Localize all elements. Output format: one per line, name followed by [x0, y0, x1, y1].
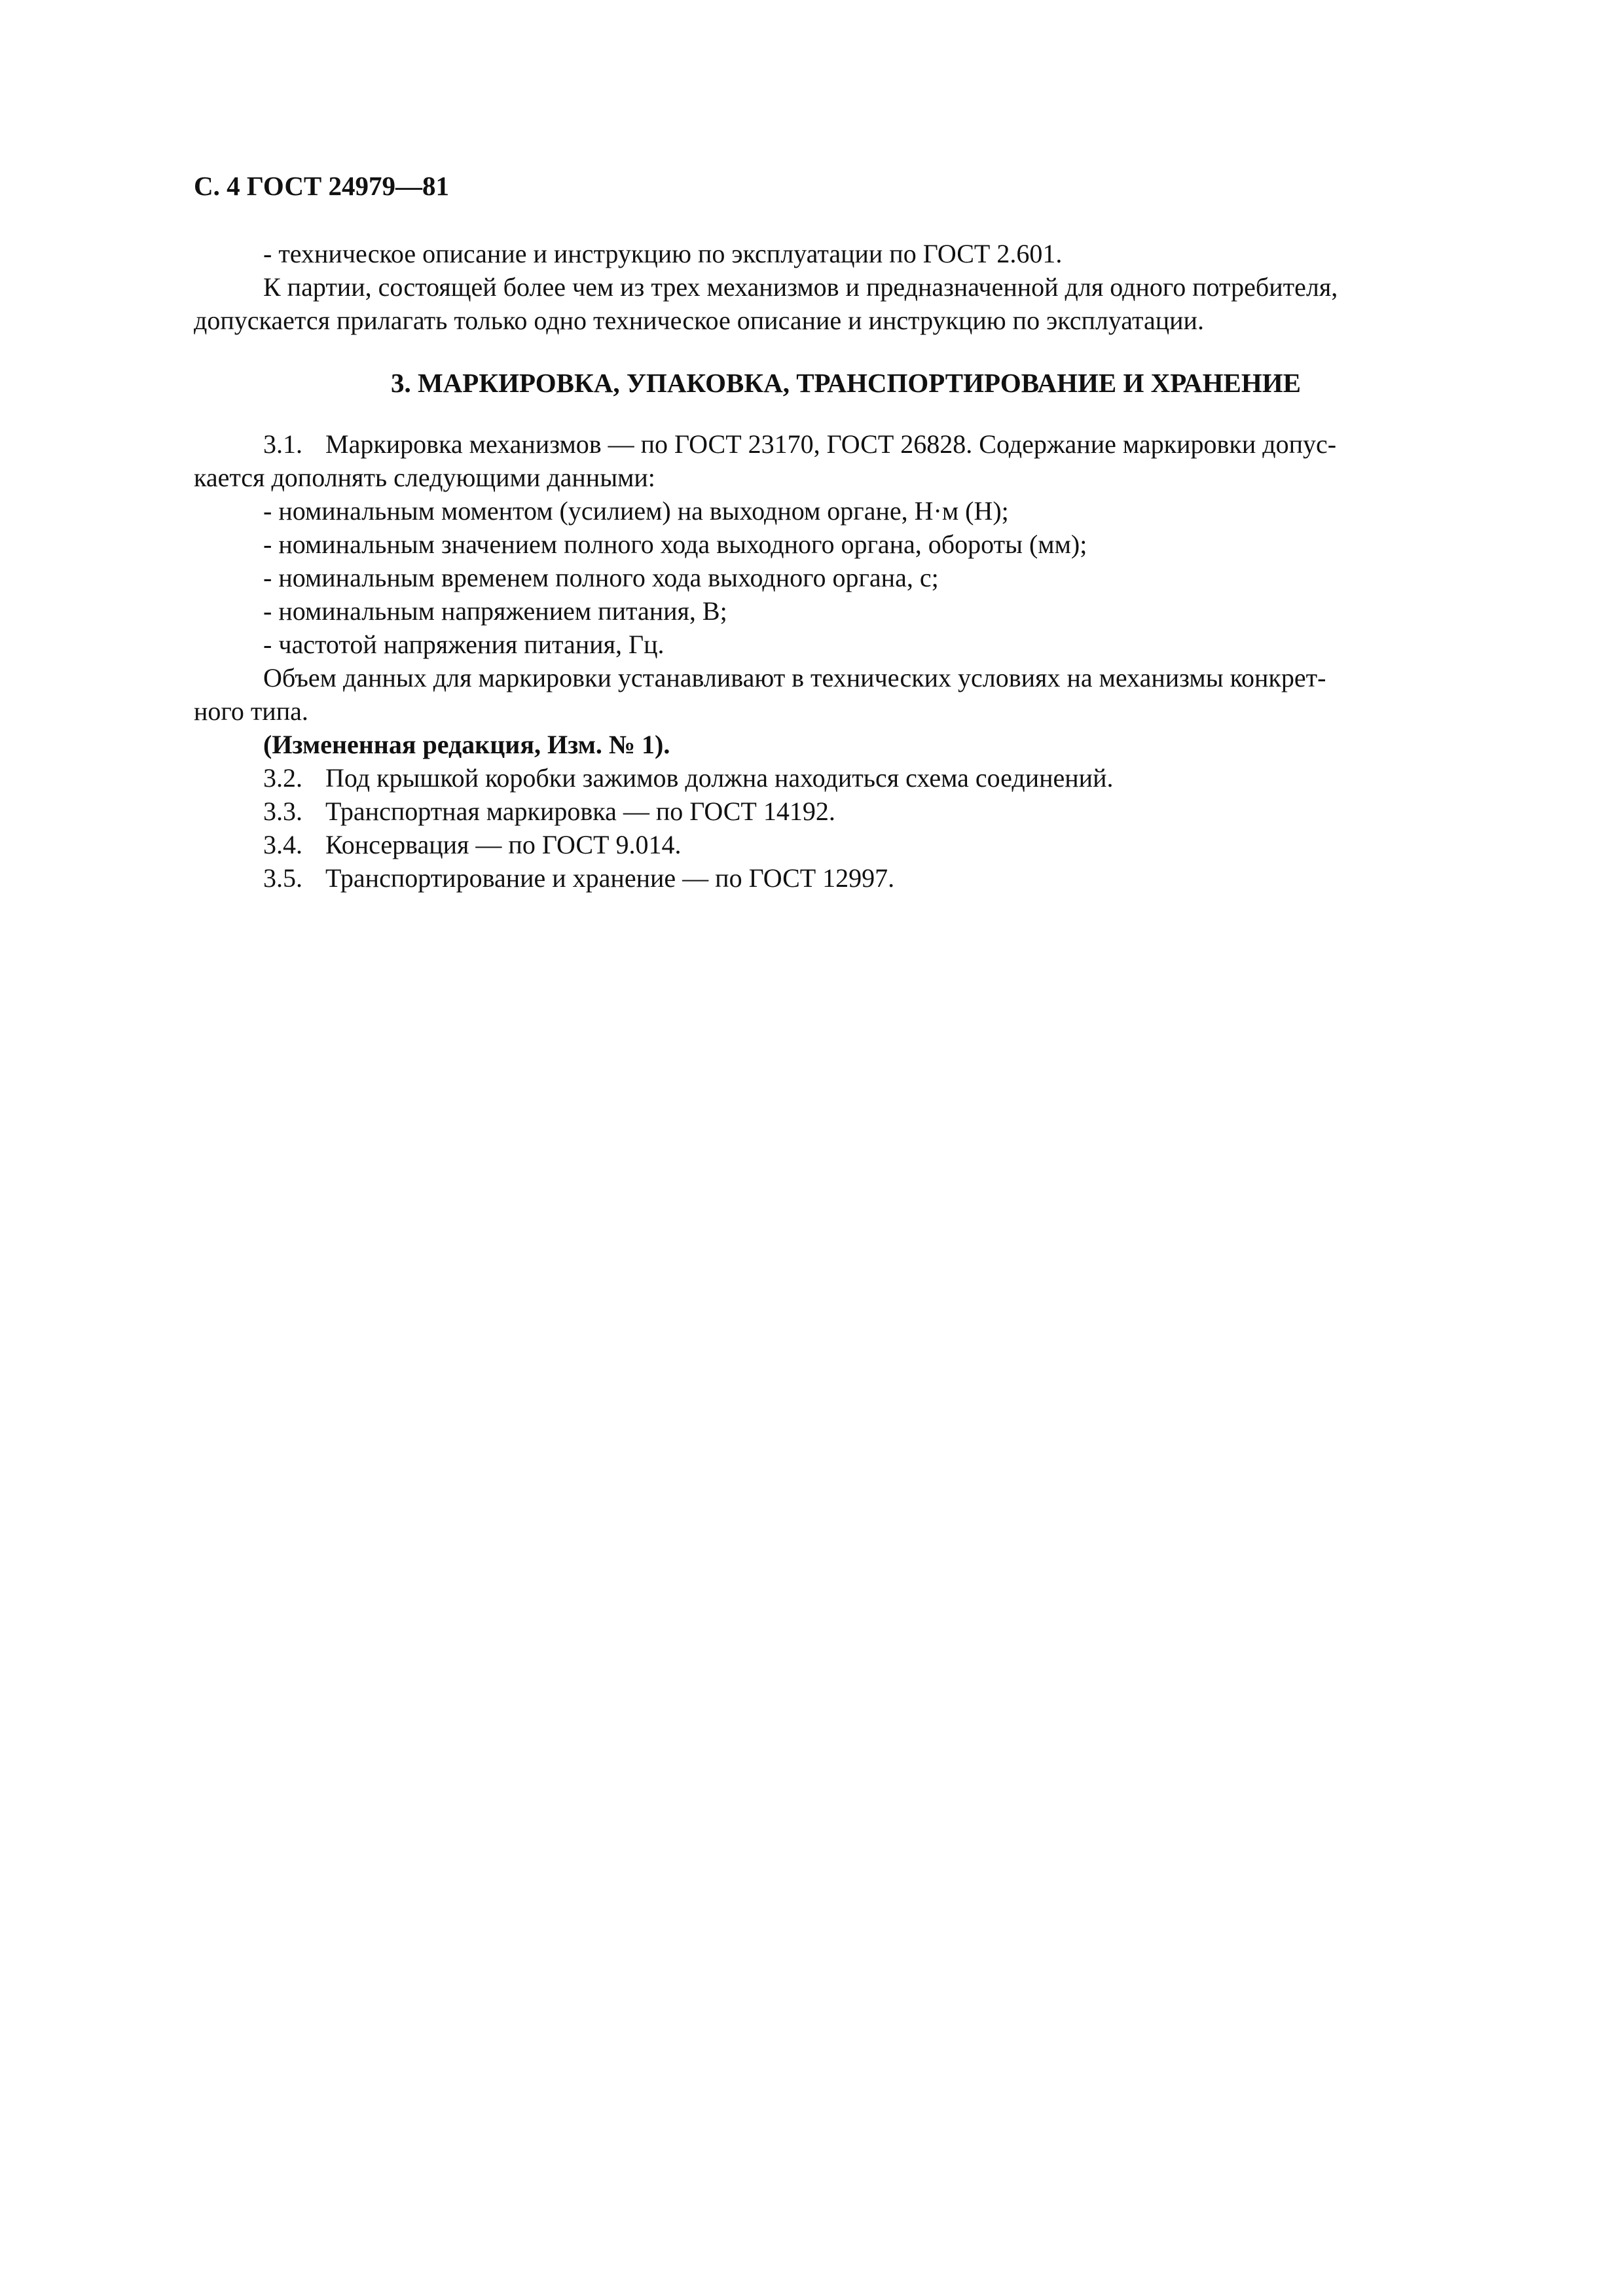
clause-number: 3.2.	[263, 763, 302, 793]
clause-3-5	[194, 861, 1498, 895]
page-body	[194, 237, 1498, 895]
clause-text: Маркировка механизмов — по ГОСТ 23170, ГОСТ 26828. Содержание маркировки допус-	[325, 429, 1337, 459]
clause-number: 3.5.	[263, 863, 302, 893]
section-title: 3. МАРКИРОВКА, УПАКОВКА, ТРАНСПОРТИРОВАНИЕ И ХРАНЕНИЕ	[390, 368, 1302, 398]
clause-3-1-line-2: кается дополнять следующими данными:	[194, 463, 655, 492]
marking-list-item: - номинальным моментом (усилием) на выходном органе, Н·м (Н);	[263, 496, 1009, 526]
revision-note: (Измененная редакция, Изм. № 1).	[263, 730, 670, 759]
clause-number: 3.3.	[263, 797, 302, 826]
marking-list-item: - частотой напряжения питания, Гц.	[263, 630, 665, 659]
clause-number: 3.1.	[263, 429, 302, 459]
intro-paragraph-line-1: К партии, состоящей более чем из трех механизмов и предназначенной для одного потребителя,	[263, 272, 1338, 302]
intro-paragraph-line-2: допускается прилагать только одно техническое описание и инструкцию по эксплуатации.	[194, 306, 1204, 335]
marking-list-item: - номинальным напряжением питания, В;	[263, 596, 727, 626]
clause-3-2	[194, 761, 1498, 795]
intro-list-item: - техническое описание и инструкцию по эксплуатации по ГОСТ 2.601.	[263, 239, 1063, 268]
volume-paragraph-line-2: ного типа.	[194, 696, 308, 726]
clause-text: Консервация — по ГОСТ 9.014.	[325, 830, 682, 859]
clause-3-1-line-1	[194, 427, 1498, 461]
clause-text: Транспортная маркировка — по ГОСТ 14192.	[325, 797, 835, 826]
marking-list-item: - номинальным временем полного хода выходного органа, с;	[263, 563, 939, 592]
running-header: С. 4 ГОСТ 24979—81	[194, 171, 450, 201]
clause-3-4	[194, 828, 1498, 861]
clause-number: 3.4.	[263, 830, 302, 859]
clause-3-3	[194, 795, 1498, 828]
clause-text: Под крышкой коробки зажимов должна находиться схема соединений.	[325, 763, 1114, 793]
marking-list-item: - номинальным значением полного хода выходного органа, обороты (мм);	[263, 529, 1087, 559]
volume-paragraph-line-1: Объем данных для маркировки устанавливают в технических условиях на механизмы конкрет-	[263, 663, 1326, 692]
clause-text: Транспортирование и хранение — по ГОСТ 12997.	[325, 863, 895, 893]
